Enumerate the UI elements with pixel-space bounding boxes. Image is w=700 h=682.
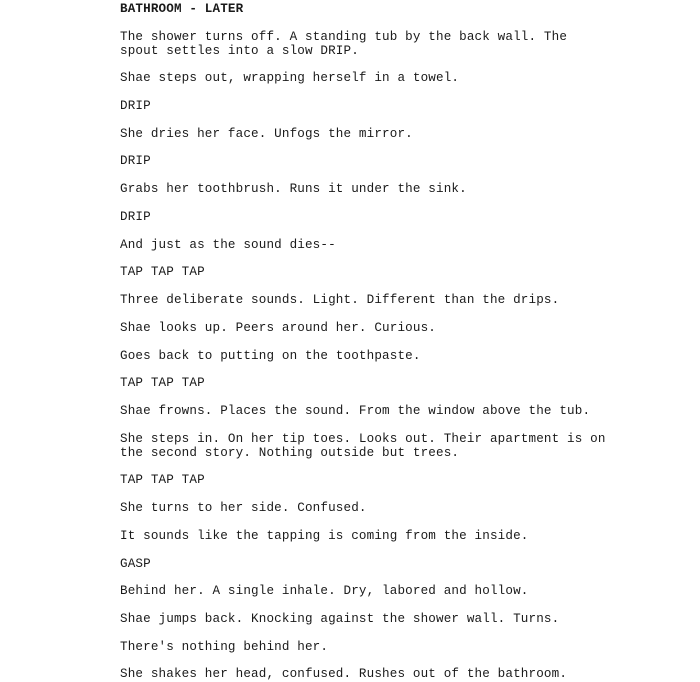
action-line: Shae looks up. Peers around her. Curious.	[120, 321, 437, 335]
action-line: She turns to her side. Confused.	[120, 501, 367, 515]
action-line: Goes back to putting on the toothpaste.	[120, 349, 421, 363]
action-line: Shae steps out, wrapping herself in a towel.	[120, 71, 460, 85]
action-line: There's nothing behind her.	[120, 640, 329, 654]
action-line: Shae jumps back. Knocking against the shower wall. Turns.	[120, 612, 560, 626]
action-line: The shower turns off. A standing tub by the back wall. The	[120, 30, 568, 44]
action-line: Shae frowns. Places the sound. From the window above the tub.	[120, 404, 591, 418]
sound-effect-line: DRIP	[120, 154, 151, 168]
sound-effect-line: TAP TAP TAP	[120, 376, 205, 390]
sound-effect-line: DRIP	[120, 99, 151, 113]
sound-effect-line: DRIP	[120, 210, 151, 224]
action-line: Grabs her toothbrush. Runs it under the sink.	[120, 182, 467, 196]
action-line: It sounds like the tapping is coming from the inside.	[120, 529, 529, 543]
sound-effect-line: TAP TAP TAP	[120, 265, 205, 279]
action-line: Three deliberate sounds. Light. Different than the drips.	[120, 293, 560, 307]
action-line: She shakes her head, confused. Rushes out of the bathroom.	[120, 667, 568, 681]
action-line: She dries her face. Unfogs the mirror.	[120, 127, 413, 141]
action-line: And just as the sound dies--	[120, 238, 336, 252]
action-line: She steps in. On her tip toes. Looks out. Their apartment is on	[120, 432, 606, 446]
sound-effect-line: GASP	[120, 557, 151, 571]
action-line: spout settles into a slow DRIP.	[120, 44, 359, 58]
action-line: Behind her. A single inhale. Dry, labored and hollow.	[120, 584, 529, 598]
sound-effect-line: TAP TAP TAP	[120, 473, 205, 487]
scene-heading: BATHROOM - LATER	[120, 2, 244, 16]
action-line: the second story. Nothing outside but trees.	[120, 446, 460, 460]
